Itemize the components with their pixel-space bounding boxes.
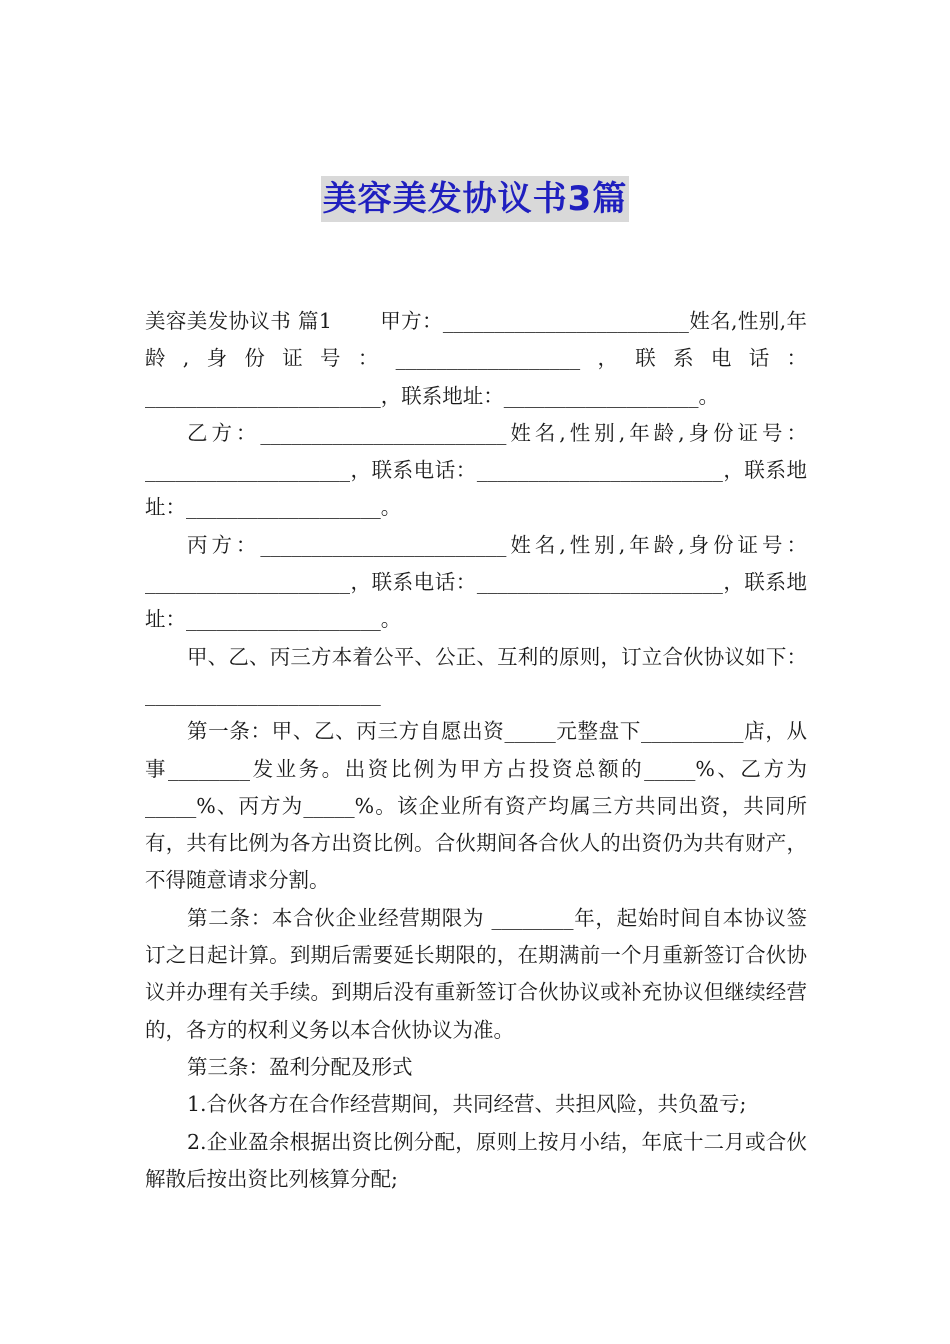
paragraph-party-c: 丙方：________________________姓名,性别,年龄,身份证号：____________________，联系电话：________________________，联系地址：___________________。: [145, 532, 807, 632]
paragraph-party-a: [145, 303, 807, 415]
paragraph-party-b: 乙方：________________________姓名,性别,年龄,身份证号：____________________，联系电话：________________________，联系地址：___________________。: [145, 420, 807, 520]
paragraph-article-2: 第二条：本合伙企业经营期限为 ________年，起始时间自本协议签订之日起计算。到期后需要延长期限的，在期满前一个月重新签订合伙协议并办理有关手续。到期后没有重新签订合伙协议或补充协议但继续经营的，各方的权利义务以本合伙协议为准。: [145, 905, 807, 1042]
paragraph-article-3: 第三条：盈利分配及形式: [187, 1054, 413, 1079]
section-heading: 美容美发协议书 篇1: [145, 309, 332, 333]
document-title: 美容美发协议书3篇: [321, 176, 630, 222]
title-container: [0, 176, 950, 222]
document-body: [145, 303, 807, 1198]
paragraph-item-1: 1.合伙各方在合作经营期间，共同经营、共担风险，共负盈亏;: [187, 1092, 747, 1117]
paragraph-article-1: 第一条：甲、乙、丙三方自愿出资_____元整盘下__________店，从事________发业务。出资比例为甲方占投资总额的_____%、乙方为_____%、丙方为_____%。该企业所有资产均属三方共同出资，共同所有，共有比例为各方出资比例。合伙期间各合伙人的出资仍为共有财产，不得随意请求分割。: [145, 719, 807, 893]
party-a-text: 甲方：________________________姓名,性别,年龄,身份证号：__________________，联系电话：_______________________，联系地址：___________________。: [145, 309, 807, 408]
paragraph-preamble: 甲、乙、丙三方本着公平、公正、互利的原则，订立合伙协议如下：_______________________: [145, 644, 807, 706]
paragraph-item-2: 2.企业盈余根据出资比例分配，原则上按月小结，年底十二月或合伙解散后按出资比列核算分配;: [145, 1129, 807, 1191]
